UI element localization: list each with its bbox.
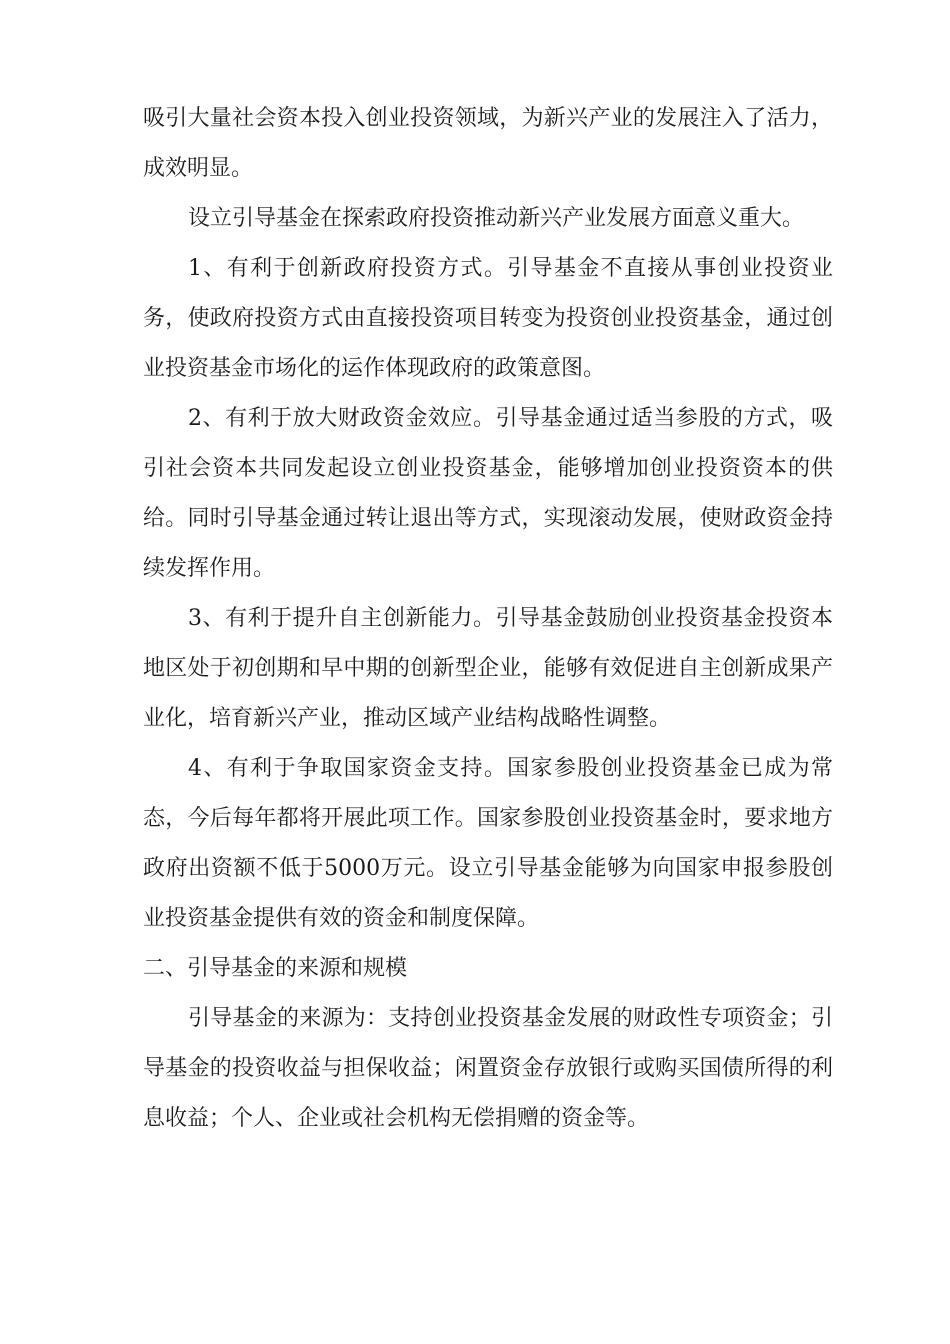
document-page [143, 94, 833, 1144]
paragraph-continuation: 吸引大量社会资本投入创业投资领域，为新兴产业的发展注入了活力，成效明显。 [143, 106, 833, 181]
paragraph-intro: 设立引导基金在探索政府投资推动新兴产业发展方面意义重大。 [188, 206, 805, 231]
paragraph-fund-sources: 引导基金的来源为：支持创业投资基金发展的财政性专项资金；引导基金的投资收益与担保收益；闲置资金存放银行或购买国债所得的利息收益；个人、企业或社会机构无偿捐赠的资金等。 [143, 1006, 833, 1131]
section-heading: 二、引导基金的来源和规模 [143, 956, 408, 981]
paragraph-point-4: 4、有利于争取国家资金支持。国家参股创业投资基金已成为常态，今后每年都将开展此项工作。国家参股创业投资基金时，要求地方政府出资额不低于5000万元。设立引导基金能够为向国家申报参股创业投资基金提供有效的资金和制度保障。 [143, 756, 833, 931]
paragraph-point-3: 3、有利于提升自主创新能力。引导基金鼓励创业投资基金投资本地区处于初创期和早中期的创新型企业，能够有效促进自主创新成果产业化，培育新兴产业，推动区域产业结构战略性调整。 [143, 606, 833, 731]
paragraph-point-1: 1、有利于创新政府投资方式。引导基金不直接从事创业投资业务，使政府投资方式由直接投资项目转变为投资创业投资基金，通过创业投资基金市场化的运作体现政府的政策意图。 [143, 256, 833, 381]
paragraph-point-2: 2、有利于放大财政资金效应。引导基金通过适当参股的方式，吸引社会资本共同发起设立创业投资基金，能够增加创业投资资本的供给。同时引导基金通过转让退出等方式，实现滚动发展，使财政资金持续发挥作用。 [143, 406, 833, 581]
